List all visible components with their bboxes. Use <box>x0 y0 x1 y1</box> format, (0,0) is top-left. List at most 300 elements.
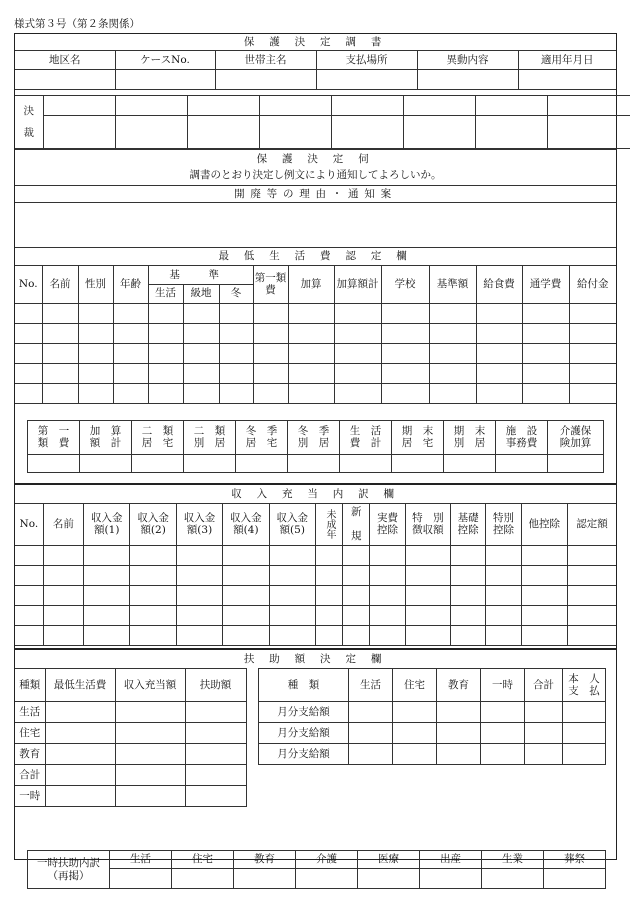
summary-header-top: 加 算 <box>89 424 122 437</box>
income-col-actual-cost <box>370 504 405 545</box>
grid-cell[interactable] <box>15 363 42 383</box>
header-col-effective-date: 適用年月日 <box>518 51 616 69</box>
approval-stamp-cell[interactable] <box>259 96 331 116</box>
income-col-new-top: 新 <box>351 506 362 519</box>
grid-cell[interactable] <box>437 702 481 723</box>
grid-cell[interactable] <box>42 323 78 343</box>
grid-cell[interactable] <box>393 702 437 723</box>
grid-cell[interactable] <box>78 323 113 343</box>
approval-stamp-cell[interactable] <box>115 116 187 149</box>
grid-cell[interactable] <box>563 702 606 723</box>
grid-cell[interactable] <box>476 383 522 403</box>
summary-value-cell[interactable] <box>288 454 340 472</box>
temporary-aid-col: 出産 <box>420 851 482 869</box>
grid-cell[interactable] <box>405 565 450 585</box>
grid-cell[interactable] <box>115 723 185 744</box>
assistance-left-col-aid: 扶助額 <box>185 669 246 702</box>
grid-cell[interactable] <box>370 545 405 565</box>
grid-cell[interactable] <box>315 545 342 565</box>
grid-cell[interactable] <box>521 625 567 645</box>
grid-cell[interactable] <box>569 363 616 383</box>
reason-title: 開廃等の理由・通知案 <box>15 186 616 203</box>
grid-cell[interactable] <box>269 585 315 605</box>
grid-cell[interactable] <box>393 744 437 765</box>
grid-cell[interactable] <box>567 625 616 645</box>
approval-stamp-cell[interactable] <box>547 96 630 116</box>
grid-cell[interactable] <box>334 303 381 323</box>
grid-cell[interactable] <box>115 702 185 723</box>
summary-value-cell[interactable] <box>548 454 604 472</box>
summary-header-bottom: 事務費 <box>505 437 538 449</box>
grid-cell[interactable] <box>84 585 130 605</box>
grid-cell[interactable] <box>130 565 176 585</box>
approval-stamp-cell[interactable] <box>115 96 187 116</box>
header-value-cell[interactable] <box>316 69 417 89</box>
summary-header-bottom: 居 宅 <box>401 437 434 449</box>
grid-cell[interactable] <box>569 383 616 403</box>
grid-cell[interactable] <box>253 383 288 403</box>
grid-cell[interactable] <box>451 605 486 625</box>
grid-cell[interactable] <box>567 565 616 585</box>
grid-cell[interactable] <box>405 585 450 605</box>
grid-cell[interactable] <box>315 565 342 585</box>
summary-value-cell[interactable] <box>184 454 236 472</box>
inquiry-section <box>15 149 616 186</box>
grid-cell[interactable] <box>288 323 334 343</box>
approval-stamp-cell[interactable] <box>403 96 475 116</box>
header-value-cell[interactable] <box>518 69 616 89</box>
approval-stamp-cell[interactable] <box>403 116 475 149</box>
grid-cell[interactable] <box>476 303 522 323</box>
grid-cell[interactable] <box>563 744 606 765</box>
grid-cell[interactable] <box>486 605 521 625</box>
temporary-aid-col: 医療 <box>358 851 420 869</box>
summary-header-bottom: 別 居 <box>453 437 486 449</box>
income-col-minor: 未成年 <box>315 504 342 545</box>
summary-header <box>496 420 548 454</box>
income-col-inc3-top: 収入金 <box>183 512 216 525</box>
header-value-cell[interactable] <box>15 69 115 89</box>
temporary-aid-col: 生業 <box>482 851 544 869</box>
grid-cell[interactable] <box>113 343 148 363</box>
grid-cell[interactable] <box>429 323 476 343</box>
grid-cell[interactable] <box>84 565 130 585</box>
grid-cell[interactable] <box>15 565 43 585</box>
grid-cell[interactable] <box>370 565 405 585</box>
header-value-cell[interactable] <box>215 69 316 89</box>
grid-cell[interactable] <box>223 585 269 605</box>
assistance-right-col-education: 教育 <box>437 669 481 702</box>
grid-cell[interactable] <box>172 869 234 889</box>
grid-cell[interactable] <box>176 605 222 625</box>
grid-cell[interactable] <box>567 585 616 605</box>
grid-cell[interactable] <box>78 343 113 363</box>
grid-cell[interactable] <box>349 702 393 723</box>
grid-cell[interactable] <box>15 585 43 605</box>
approval-table <box>15 95 630 149</box>
grid-cell[interactable] <box>521 545 567 565</box>
col-seikatsu: 生活 <box>148 284 183 303</box>
grid-cell[interactable] <box>544 869 606 889</box>
grid-cell[interactable] <box>269 565 315 585</box>
grid-cell[interactable] <box>110 869 172 889</box>
grid-cell[interactable] <box>253 363 288 383</box>
grid-cell[interactable] <box>130 625 176 645</box>
col-no: No. <box>15 266 42 303</box>
header-value-cell[interactable] <box>417 69 518 89</box>
grid-cell[interactable] <box>183 323 219 343</box>
grid-cell[interactable] <box>525 702 563 723</box>
grid-cell[interactable] <box>148 383 183 403</box>
assistance-row-label: 住宅 <box>15 723 45 744</box>
grid-cell[interactable] <box>381 343 429 363</box>
grid-cell[interactable] <box>370 625 405 645</box>
summary-header <box>184 420 236 454</box>
grid-cell[interactable] <box>148 343 183 363</box>
grid-cell[interactable] <box>521 585 567 605</box>
grid-cell[interactable] <box>481 744 525 765</box>
summary-value-cell[interactable] <box>132 454 184 472</box>
income-col-special-deduction-top: 特別 <box>492 512 514 525</box>
grid-cell[interactable] <box>522 343 569 363</box>
grid-cell[interactable] <box>234 869 296 889</box>
grid-cell[interactable] <box>185 723 246 744</box>
grid-cell[interactable] <box>223 565 269 585</box>
grid-cell[interactable] <box>288 303 334 323</box>
income-col-inc4-bottom: 額(4) <box>233 524 259 537</box>
grid-cell[interactable] <box>219 343 253 363</box>
temporary-aid-label <box>28 851 110 889</box>
grid-cell[interactable] <box>84 625 130 645</box>
col-kyufukin: 給付金 <box>569 266 616 303</box>
income-col-actual-cost-bottom: 控除 <box>377 524 399 537</box>
grid-cell[interactable] <box>148 323 183 343</box>
grid-cell[interactable] <box>481 702 525 723</box>
grid-cell[interactable] <box>451 565 486 585</box>
income-col-inc1-bottom: 額(1) <box>94 524 120 537</box>
grid-cell[interactable] <box>78 383 113 403</box>
grid-cell[interactable] <box>358 869 420 889</box>
grid-cell[interactable] <box>43 545 83 565</box>
approval-stamp-cell[interactable] <box>547 116 630 149</box>
approval-stamp-cell[interactable] <box>187 96 259 116</box>
summary-header <box>80 420 132 454</box>
grid-cell[interactable] <box>334 363 381 383</box>
summary-value-cell[interactable] <box>80 454 132 472</box>
grid-cell[interactable] <box>185 786 246 807</box>
grid-cell[interactable] <box>381 363 429 383</box>
grid-cell[interactable] <box>15 343 42 363</box>
col-gakko: 学校 <box>381 266 429 303</box>
income-col-basic-deduction-top: 基礎 <box>457 512 479 525</box>
grid-cell[interactable] <box>113 303 148 323</box>
summary-value-cell[interactable] <box>496 454 548 472</box>
grid-cell[interactable] <box>115 786 185 807</box>
summary-header-bottom: 額 計 <box>89 437 122 449</box>
grid-cell[interactable] <box>370 585 405 605</box>
grid-cell[interactable] <box>476 323 522 343</box>
income-col-new-bottom: 規 <box>351 530 362 543</box>
grid-cell[interactable] <box>45 744 115 765</box>
grid-cell[interactable] <box>42 303 78 323</box>
grid-cell[interactable] <box>78 363 113 383</box>
grid-cell[interactable] <box>176 545 222 565</box>
grid-cell[interactable] <box>219 303 253 323</box>
grid-cell[interactable] <box>482 869 544 889</box>
grid-cell[interactable] <box>525 723 563 744</box>
grid-cell[interactable] <box>451 545 486 565</box>
grid-cell[interactable] <box>525 744 563 765</box>
col-kasangaku: 加算額計 <box>334 266 381 303</box>
grid-cell[interactable] <box>288 343 334 363</box>
income-col-inc1-top: 収入金 <box>91 512 123 525</box>
income-col-basic-deduction-bottom: 控除 <box>457 524 479 537</box>
assistance-right-table <box>258 668 606 765</box>
approval-stamp-cell[interactable] <box>331 96 403 116</box>
summary-header <box>444 420 496 454</box>
grid-cell[interactable] <box>370 605 405 625</box>
grid-cell[interactable] <box>115 744 185 765</box>
grid-cell[interactable] <box>130 585 176 605</box>
grid-cell[interactable] <box>269 545 315 565</box>
approval-stamp-cell[interactable] <box>43 116 115 149</box>
grid-cell[interactable] <box>42 343 78 363</box>
summary-header-top: 冬 季 <box>245 424 278 437</box>
grid-cell[interactable] <box>481 723 525 744</box>
grid-cell[interactable] <box>15 605 43 625</box>
grid-cell[interactable] <box>43 585 83 605</box>
grid-cell[interactable] <box>343 545 370 565</box>
header-value-cell[interactable] <box>115 69 215 89</box>
approval-stamp-cell[interactable] <box>259 116 331 149</box>
assistance-left-col-min: 最低生活費 <box>45 669 115 702</box>
grid-cell[interactable] <box>15 545 43 565</box>
grid-cell[interactable] <box>219 383 253 403</box>
header-section <box>15 34 616 90</box>
grid-cell[interactable] <box>429 303 476 323</box>
grid-cell[interactable] <box>219 363 253 383</box>
grid-cell[interactable] <box>522 323 569 343</box>
summary-header-bottom: 険加算 <box>559 437 592 449</box>
grid-cell[interactable] <box>315 585 342 605</box>
grid-cell[interactable] <box>315 605 342 625</box>
grid-cell[interactable] <box>185 744 246 765</box>
grid-cell[interactable] <box>486 545 521 565</box>
summary-value-cell[interactable] <box>340 454 392 472</box>
grid-cell[interactable] <box>296 869 358 889</box>
grid-cell[interactable] <box>176 625 222 645</box>
grid-cell[interactable] <box>223 545 269 565</box>
grid-cell[interactable] <box>176 565 222 585</box>
grid-cell[interactable] <box>148 363 183 383</box>
assistance-row-label: 合計 <box>15 765 45 786</box>
monthly-payment-label: 月分支給額 <box>259 702 349 723</box>
self-pay-top: 本 人 <box>568 672 600 685</box>
grid-cell[interactable] <box>476 343 522 363</box>
grid-cell[interactable] <box>429 383 476 403</box>
inquiry-title: 保 護 決 定 伺 <box>256 153 375 165</box>
grid-cell[interactable] <box>486 565 521 585</box>
summary-value-cell[interactable] <box>392 454 444 472</box>
grid-cell[interactable] <box>269 625 315 645</box>
grid-cell[interactable] <box>393 723 437 744</box>
grid-cell[interactable] <box>567 545 616 565</box>
summary-value-cell[interactable] <box>236 454 288 472</box>
grid-cell[interactable] <box>183 343 219 363</box>
grid-cell[interactable] <box>563 723 606 744</box>
summary-header-top: 二 類 <box>141 424 174 437</box>
grid-cell[interactable] <box>223 625 269 645</box>
grid-cell[interactable] <box>219 323 253 343</box>
grid-cell[interactable] <box>185 765 246 786</box>
grid-cell[interactable] <box>451 585 486 605</box>
col-dai1: 第一類費 <box>253 266 288 303</box>
grid-cell[interactable] <box>315 625 342 645</box>
grid-cell[interactable] <box>84 545 130 565</box>
grid-cell[interactable] <box>429 363 476 383</box>
min-living-title: 最 低 生 活 費 認 定 欄 <box>15 248 616 266</box>
grid-cell[interactable] <box>437 744 481 765</box>
grid-cell[interactable] <box>78 303 113 323</box>
grid-cell[interactable] <box>521 605 567 625</box>
grid-cell[interactable] <box>349 723 393 744</box>
col-kasan: 加算 <box>288 266 334 303</box>
col-age: 年齢 <box>113 266 148 303</box>
temporary-aid-col: 教育 <box>234 851 296 869</box>
approval-stamp-cell[interactable] <box>187 116 259 149</box>
grid-cell[interactable] <box>349 744 393 765</box>
grid-cell[interactable] <box>148 303 183 323</box>
grid-cell[interactable] <box>476 363 522 383</box>
grid-cell[interactable] <box>253 323 288 343</box>
grid-cell[interactable] <box>437 723 481 744</box>
grid-cell[interactable] <box>113 383 148 403</box>
grid-cell[interactable] <box>569 303 616 323</box>
grid-cell[interactable] <box>45 723 115 744</box>
grid-cell[interactable] <box>405 605 450 625</box>
grid-cell[interactable] <box>185 702 246 723</box>
grid-cell[interactable] <box>84 605 130 625</box>
income-col-special-collection-bottom: 徴収額 <box>412 524 444 537</box>
grid-cell[interactable] <box>522 383 569 403</box>
grid-cell[interactable] <box>253 303 288 323</box>
grid-cell[interactable] <box>343 585 370 605</box>
summary-header-top: 施 設 <box>505 424 538 437</box>
grid-cell[interactable] <box>343 625 370 645</box>
col-kyuchi: 級地 <box>183 284 219 303</box>
grid-cell[interactable] <box>45 786 115 807</box>
grid-cell[interactable] <box>43 565 83 585</box>
grid-cell[interactable] <box>15 625 43 645</box>
grid-cell[interactable] <box>334 323 381 343</box>
grid-cell[interactable] <box>334 343 381 363</box>
grid-cell[interactable] <box>343 565 370 585</box>
reason-section <box>15 185 616 246</box>
grid-cell[interactable] <box>43 625 83 645</box>
reason-text-area[interactable] <box>15 203 616 245</box>
grid-cell[interactable] <box>183 363 219 383</box>
grid-cell[interactable] <box>15 383 42 403</box>
monthly-payment-label: 月分支給額 <box>259 723 349 744</box>
approval-stamp-cell[interactable] <box>475 116 547 149</box>
grid-cell[interactable] <box>569 323 616 343</box>
income-col-inc1 <box>84 504 130 545</box>
grid-cell[interactable] <box>381 323 429 343</box>
grid-cell[interactable] <box>405 545 450 565</box>
income-col-special-deduction-bottom: 控除 <box>492 524 514 537</box>
grid-cell[interactable] <box>381 383 429 403</box>
grid-cell[interactable] <box>381 303 429 323</box>
income-col-no: No. <box>15 504 43 545</box>
col-sex: 性別 <box>78 266 113 303</box>
grid-cell[interactable] <box>15 303 42 323</box>
income-title: 収 入 充 当 内 訳 欄 <box>15 485 616 504</box>
grid-cell[interactable] <box>420 869 482 889</box>
approval-stamp-cell[interactable] <box>331 116 403 149</box>
grid-cell[interactable] <box>113 323 148 343</box>
summary-header <box>236 420 288 454</box>
grid-cell[interactable] <box>15 323 42 343</box>
income-col-inc4 <box>223 504 269 545</box>
grid-cell[interactable] <box>45 702 115 723</box>
summary-header-bottom: 費 計 <box>349 437 382 449</box>
grid-cell[interactable] <box>115 765 185 786</box>
grid-cell[interactable] <box>223 605 269 625</box>
grid-cell[interactable] <box>522 363 569 383</box>
grid-cell[interactable] <box>42 363 78 383</box>
summary-header-top: 冬 季 <box>297 424 330 437</box>
grid-cell[interactable] <box>130 545 176 565</box>
grid-cell[interactable] <box>569 343 616 363</box>
grid-cell[interactable] <box>45 765 115 786</box>
grid-cell[interactable] <box>42 383 78 403</box>
grid-cell[interactable] <box>521 565 567 585</box>
grid-cell[interactable] <box>429 343 476 363</box>
form-title: 保 護 決 定 調 書 <box>15 34 616 51</box>
grid-cell[interactable] <box>343 605 370 625</box>
summary-value-cell[interactable] <box>444 454 496 472</box>
assistance-row-label: 一時 <box>15 786 45 807</box>
grid-cell[interactable] <box>183 303 219 323</box>
grid-cell[interactable] <box>486 585 521 605</box>
grid-cell[interactable] <box>405 625 450 645</box>
grid-cell[interactable] <box>269 605 315 625</box>
summary-header-top: 二 類 <box>193 424 226 437</box>
grid-cell[interactable] <box>288 383 334 403</box>
grid-cell[interactable] <box>113 363 148 383</box>
summary-header <box>132 420 184 454</box>
grid-cell[interactable] <box>486 625 521 645</box>
grid-cell[interactable] <box>253 343 288 363</box>
grid-cell[interactable] <box>176 585 222 605</box>
approval-label-top: 決 <box>23 105 34 117</box>
grid-cell[interactable] <box>567 605 616 625</box>
summary-value-cell[interactable] <box>28 454 80 472</box>
grid-cell[interactable] <box>130 605 176 625</box>
header-table <box>15 51 616 90</box>
grid-cell[interactable] <box>183 383 219 403</box>
approval-stamp-cell[interactable] <box>475 96 547 116</box>
grid-cell[interactable] <box>288 363 334 383</box>
grid-cell[interactable] <box>522 303 569 323</box>
income-col-inc5-top: 収入金 <box>276 512 308 525</box>
grid-cell[interactable] <box>451 625 486 645</box>
income-col-inc2-top: 収入金 <box>137 512 169 525</box>
grid-cell[interactable] <box>334 383 381 403</box>
col-kijungaku: 基準額 <box>429 266 476 303</box>
grid-cell[interactable] <box>43 605 83 625</box>
approval-stamp-cell[interactable] <box>43 96 115 116</box>
